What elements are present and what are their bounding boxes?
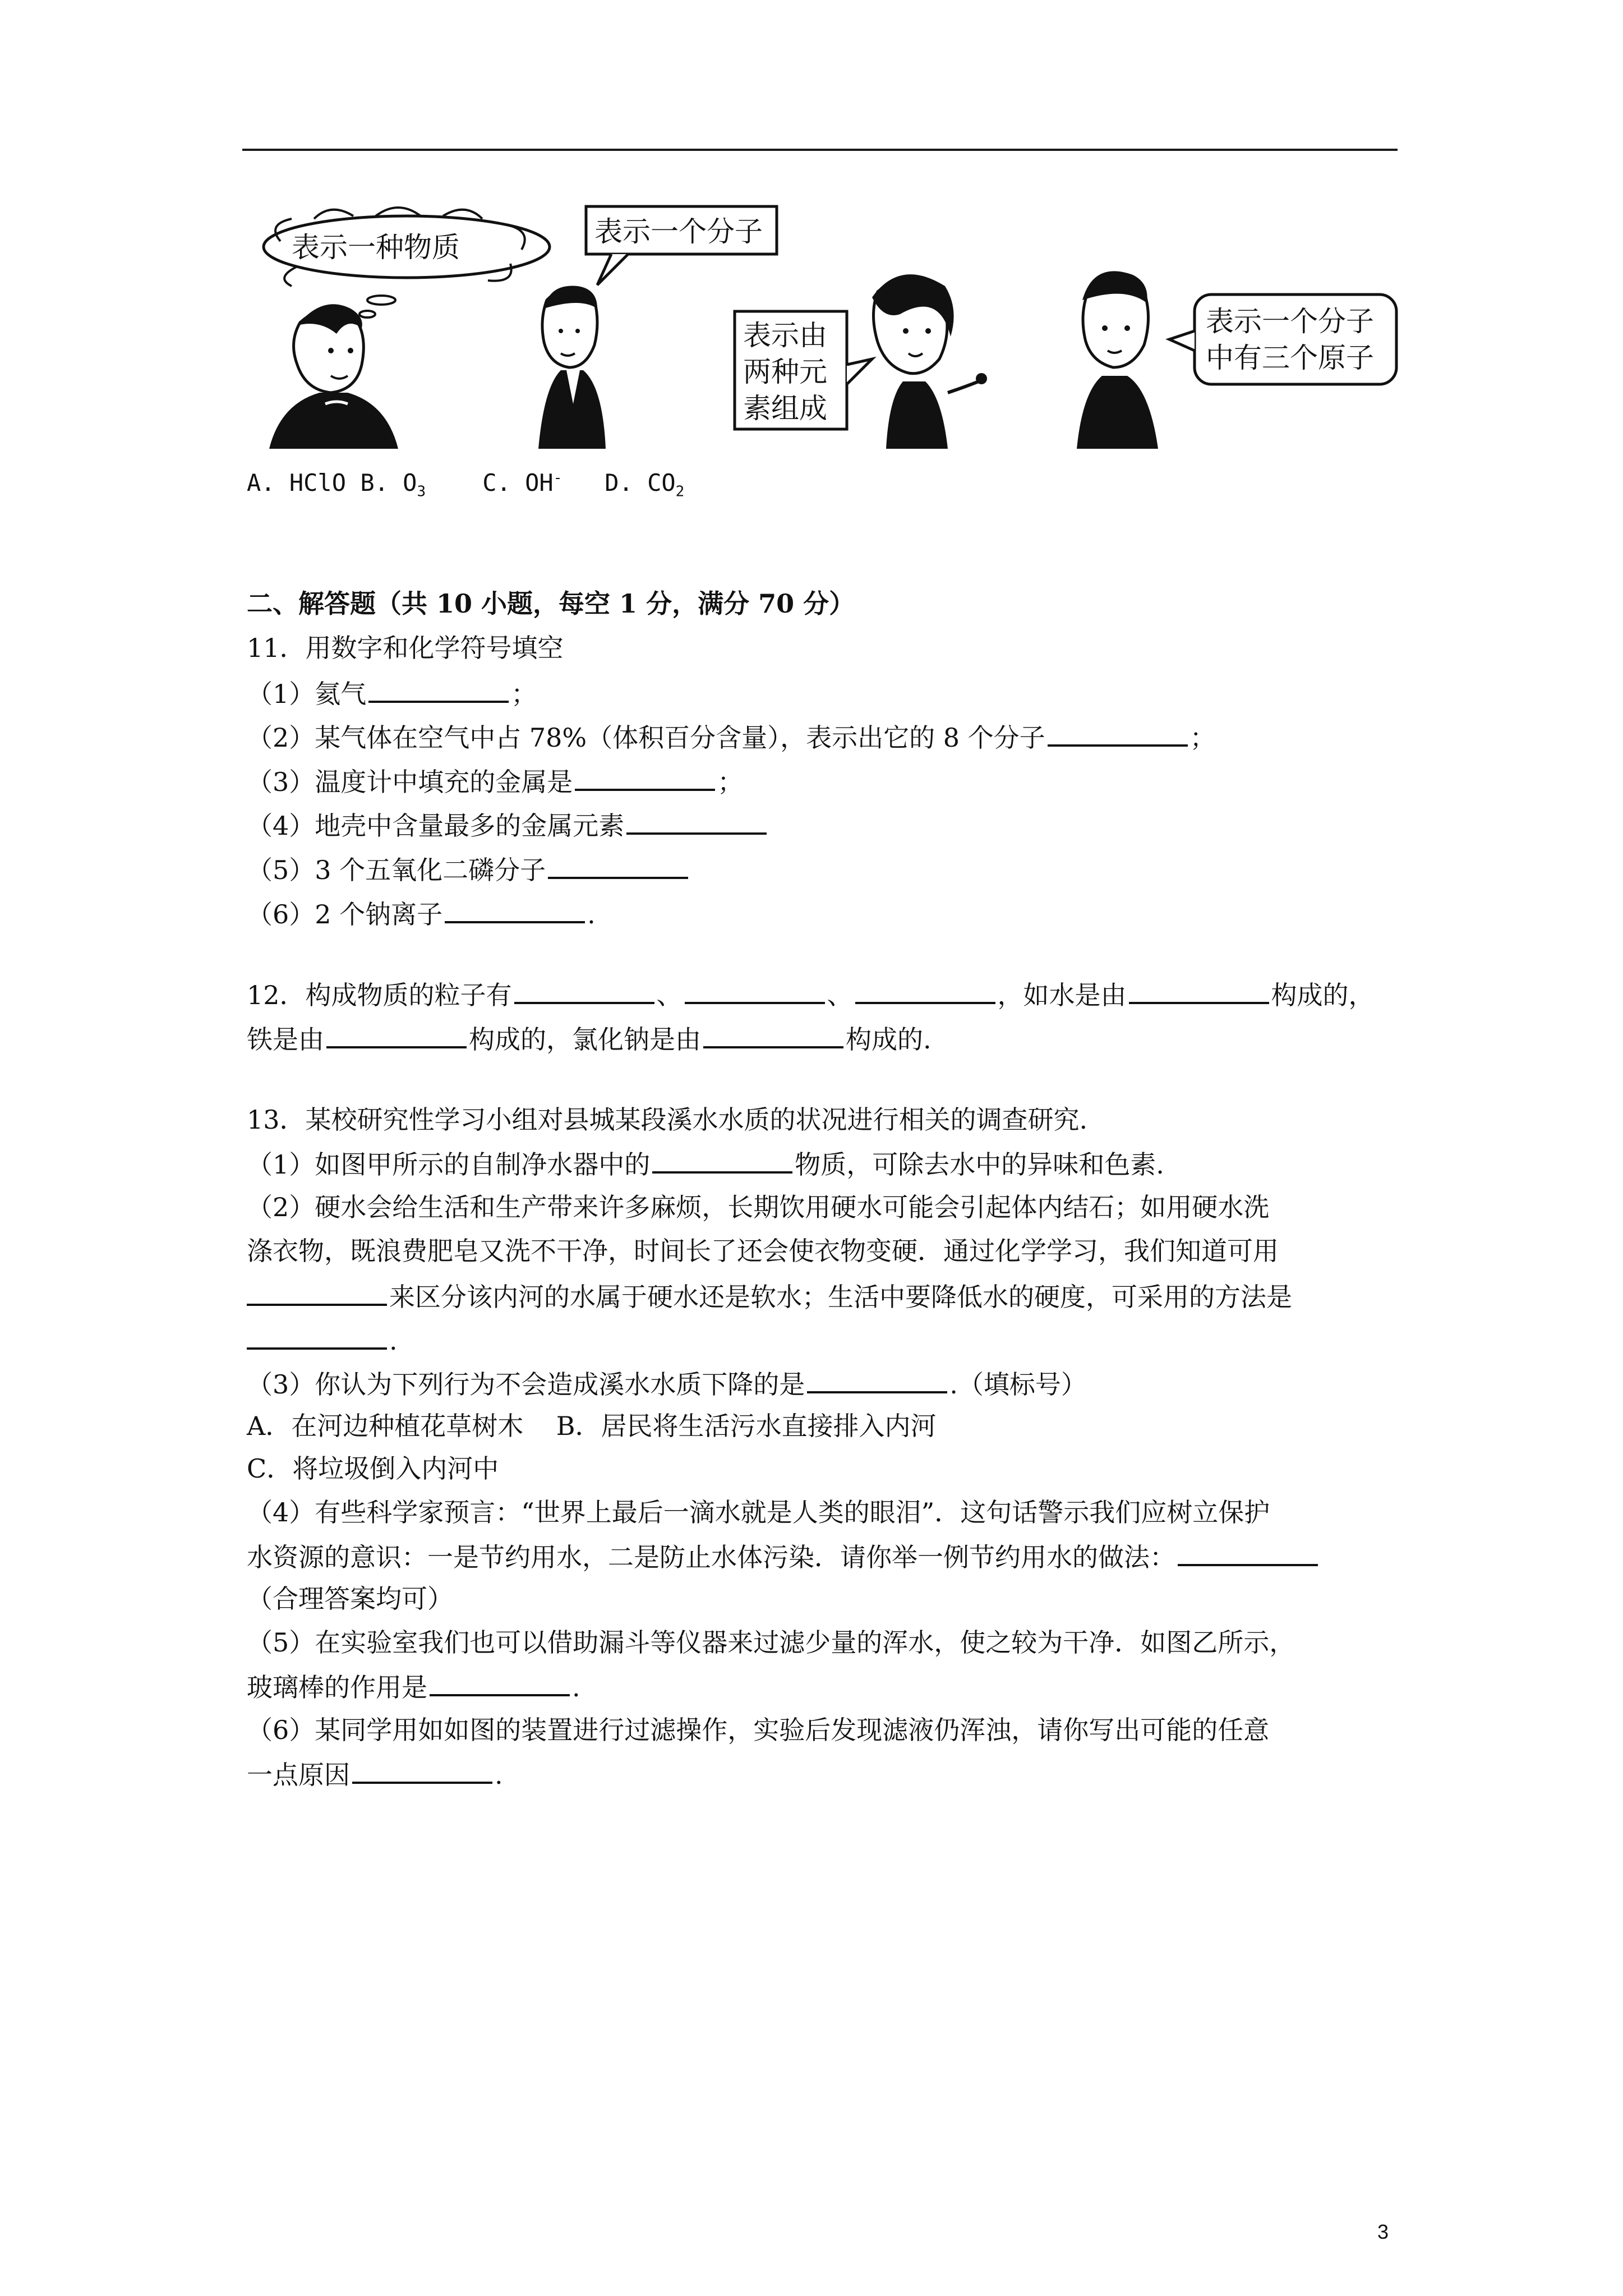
option-b: B. $O_3$ [360,469,426,500]
q13-part-3: （3）你认为下列行为不会造成溪水水质下降的是 .（填标号） [247,1366,1087,1401]
speech-bubble-4 [1169,295,1396,384]
speech-bubble-3 [735,311,872,429]
q12-line-2: 铁是由 构成的，氯化钠是由 构成的. [247,1022,932,1056]
bubble-text-1: 表示一种物质 [292,231,460,264]
option-a: A. HClO [247,469,347,496]
q11-item-2: （2）某气体在空气中占 78%（体积百分含量），表示出它的 8 个分子 ； [247,720,1216,754]
q13-part-2-line-4: . [247,1323,398,1358]
speech-bubble-2 [586,206,777,285]
q11-item-5: （5）3 个五氧化二磷分子 [247,852,690,887]
bubble-text-3b: 两种元 [743,356,827,388]
person-4-icon [1077,271,1158,449]
q13-part-2-line-2: 涤衣物，既浪费肥皂又洗不干净，时间长了还会使衣物变硬．通过化学学习，我们知道可用 [247,1236,1279,1266]
bubble-text-2: 表示一个分子 [594,215,763,248]
bubble-text-3c: 素组成 [743,392,827,425]
q12-line-1: 12．构成物质的粒子有 、 、 ，如水是由 构成的， [247,977,1375,1012]
option-c: C. OH- [482,469,562,496]
q11-item-3: （3）温度计中填充的金属是 ； [247,764,743,799]
option-d: D. $CO_2$ [605,469,685,500]
q11-item-6: （6）2 个钠离子 . [247,896,596,931]
section-heading: 二、解答题（共 10 小题，每空 1 分，满分 70 分） [247,588,855,619]
bubble-text-4b: 中有三个原子 [1206,342,1374,374]
q13-part-1: （1）如图甲所示的自制净水器中的 物质，可除去水中的异味和色素. [247,1147,1164,1181]
answer-options [247,461,684,508]
q13-part-5-line-2: 玻璃棒的作用是 . [247,1669,580,1704]
page-number: 3 [1377,2220,1389,2243]
q13-part-3-option-c: C．将垃圾倒入内河中 [247,1453,499,1484]
q13-part-4-line-1: （4）有些科学家预言：“世界上最后一滴水就是人类的眼泪”．这句话警示我们应树立保护 [247,1497,1270,1527]
q13-part-4-line-2: 水资源的意识：一是节约用水，二是防止水体污染．请你举一例节约用水的做法： [247,1539,1320,1574]
q13-stem: 13．某校研究性学习小组对县城某段溪水水质的状况进行相关的调查研究. [247,1105,1088,1135]
q13-part-3-options-ab: A．在河边种植花草树木 B．居民将生活污水直接排入内河 [247,1411,937,1441]
q11-item-1: （1）氦气 ； [247,676,537,711]
person-2-icon [538,286,606,449]
q13-part-4-line-3: （合理答案均可） [247,1584,453,1614]
q11-item-4: （4）地壳中含量最多的金属元素 [247,808,769,843]
thought-bubble-1 [264,208,550,318]
q13-part-6-line-2: 一点原因 . [247,1757,503,1792]
header-rule [242,149,1398,151]
cartoon-illustration [247,202,1413,460]
q13-part-2-line-1: （2）硬水会给生活和生产带来许多麻烦，长期饮用硬水可能会引起体内结石；如用硬水洗 [247,1192,1270,1222]
bubble-text-4a: 表示一个分子 [1206,305,1374,338]
q13-part-5-line-1: （5）在实验室我们也可以借助漏斗等仪器来过滤少量的浑水，使之较为干净．如图乙所示， [247,1627,1295,1658]
q13-part-6-line-1: （6）某同学用如如图的装置进行过滤操作，实验后发现滤液仍浑浊，请你写出可能的任意 [247,1715,1270,1745]
bubble-text-3a: 表示由 [743,319,827,352]
person-1-icon [269,304,398,449]
person-3-icon [872,274,987,449]
q11-stem: 11．用数字和化学符号填空 [247,633,564,663]
q13-part-2-line-3: 来区分该内河的水属于硬水还是软水；生活中要降低水的硬度，可采用的方法是 [247,1279,1292,1314]
